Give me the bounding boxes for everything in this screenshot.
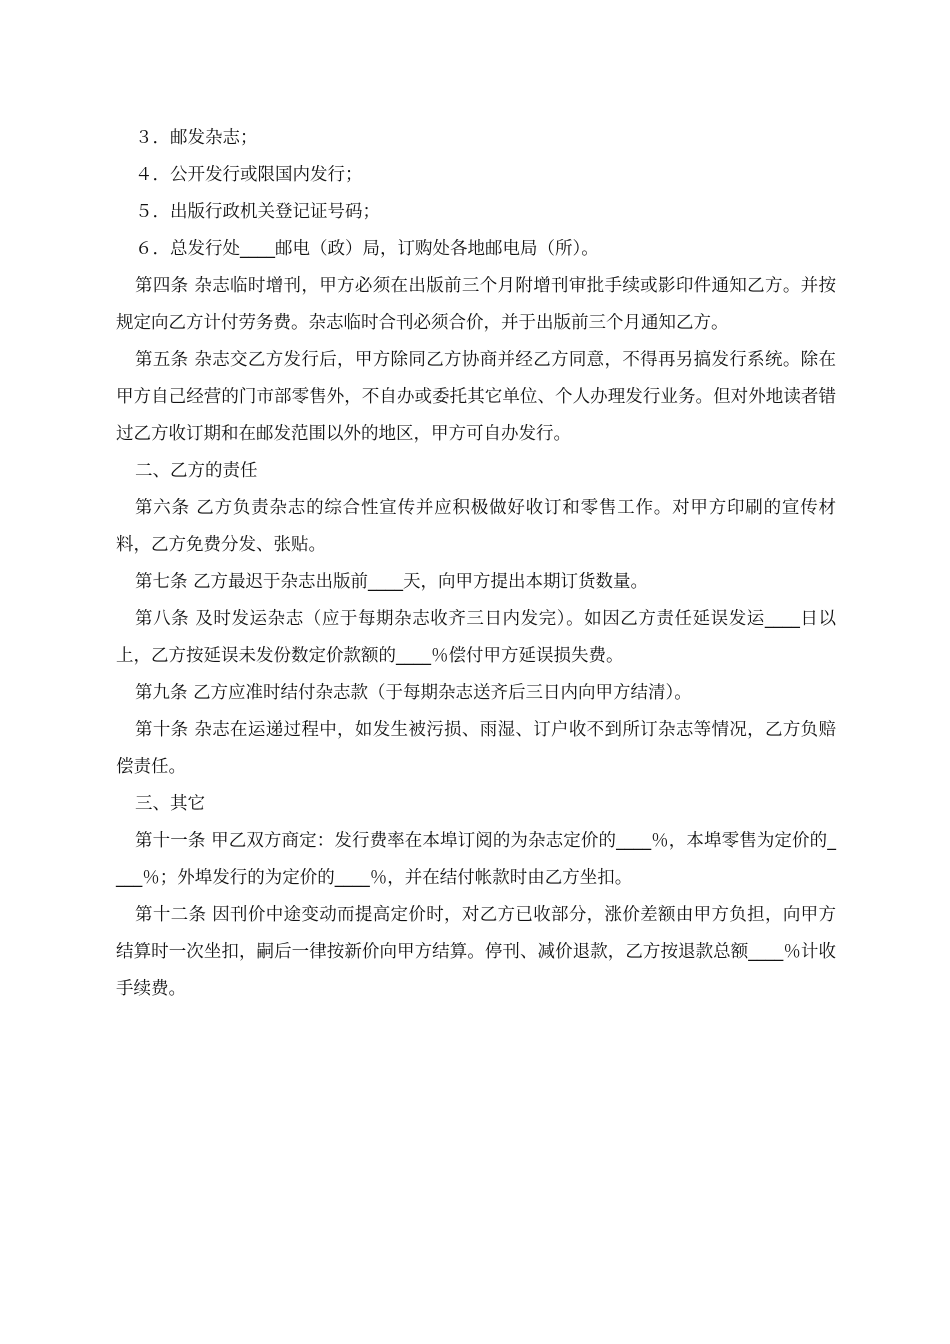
item-5-registration-number: ５．出版行政机关登记证号码； (135, 202, 380, 222)
article-11: 第十一条 甲乙双方商定：发行费率在本埠订阅的为杂志定价的____％，本埠零售为定价的____％；外埠发行的为定价的____％，并在结付帐款时由乙方坐扣。 (116, 831, 836, 888)
article-7: 第七条 乙方最迟于杂志出版前____天，向甲方提出本期订货数量。 (135, 572, 649, 592)
article-5: 第五条 杂志交乙方发行后，甲方除同乙方协商并经乙方同意，不得再另搞发行系统。除在甲方自己经营的门市部零售外，不自办或委托其它单位、个人办理发行业务。但对外地读者错过乙方收订期和在邮发范围以外的地区，甲方可自办发行。 (116, 350, 836, 444)
section-heading-party-b-responsibilities: 二、乙方的责任 (135, 461, 258, 481)
article-9: 第九条 乙方应准时结付杂志款（于每期杂志送齐后三日内向甲方结清）。 (135, 683, 692, 703)
article-8: 第八条 及时发运杂志（应于每期杂志收齐三日内发完）。如因乙方责任延误发运____日以上，乙方按延误未发份数定价款额的____％偿付甲方延误损失费。 (116, 609, 836, 666)
section-heading-other: 三、其它 (135, 794, 205, 814)
article-10: 第十条 杂志在运递过程中，如发生被污损、雨湿、订户收不到所订杂志等情况，乙方负赔偿责任。 (116, 720, 836, 777)
article-6: 第六条 乙方负责杂志的综合性宣传并应积极做好收订和零售工作。对甲方印刷的宣传材料，乙方免费分发、张贴。 (116, 498, 836, 555)
item-3-postal-distribution: ３．邮发杂志； (135, 128, 258, 148)
item-4-public-distribution: ４．公开发行或限国内发行； (135, 165, 363, 185)
article-12: 第十二条 因刊价中途变动而提高定价时，对乙方已收部分，涨价差额由甲方负担，向甲方结算时一次坐扣，嗣后一律按新价向甲方结算。停刊、减价退款，乙方按退款总额____％计收手续费。 (116, 905, 836, 999)
item-6-general-distribution-office: ６．总发行处____邮电（政）局，订购处各地邮电局（所）。 (135, 239, 599, 259)
article-4: 第四条 杂志临时增刊，甲方必须在出版前三个月附增刊审批手续或影印件通知乙方。并按规定向乙方计付劳务费。杂志临时合刊必须合价，并于出版前三个月通知乙方。 (116, 276, 836, 333)
document-body (116, 120, 836, 1008)
